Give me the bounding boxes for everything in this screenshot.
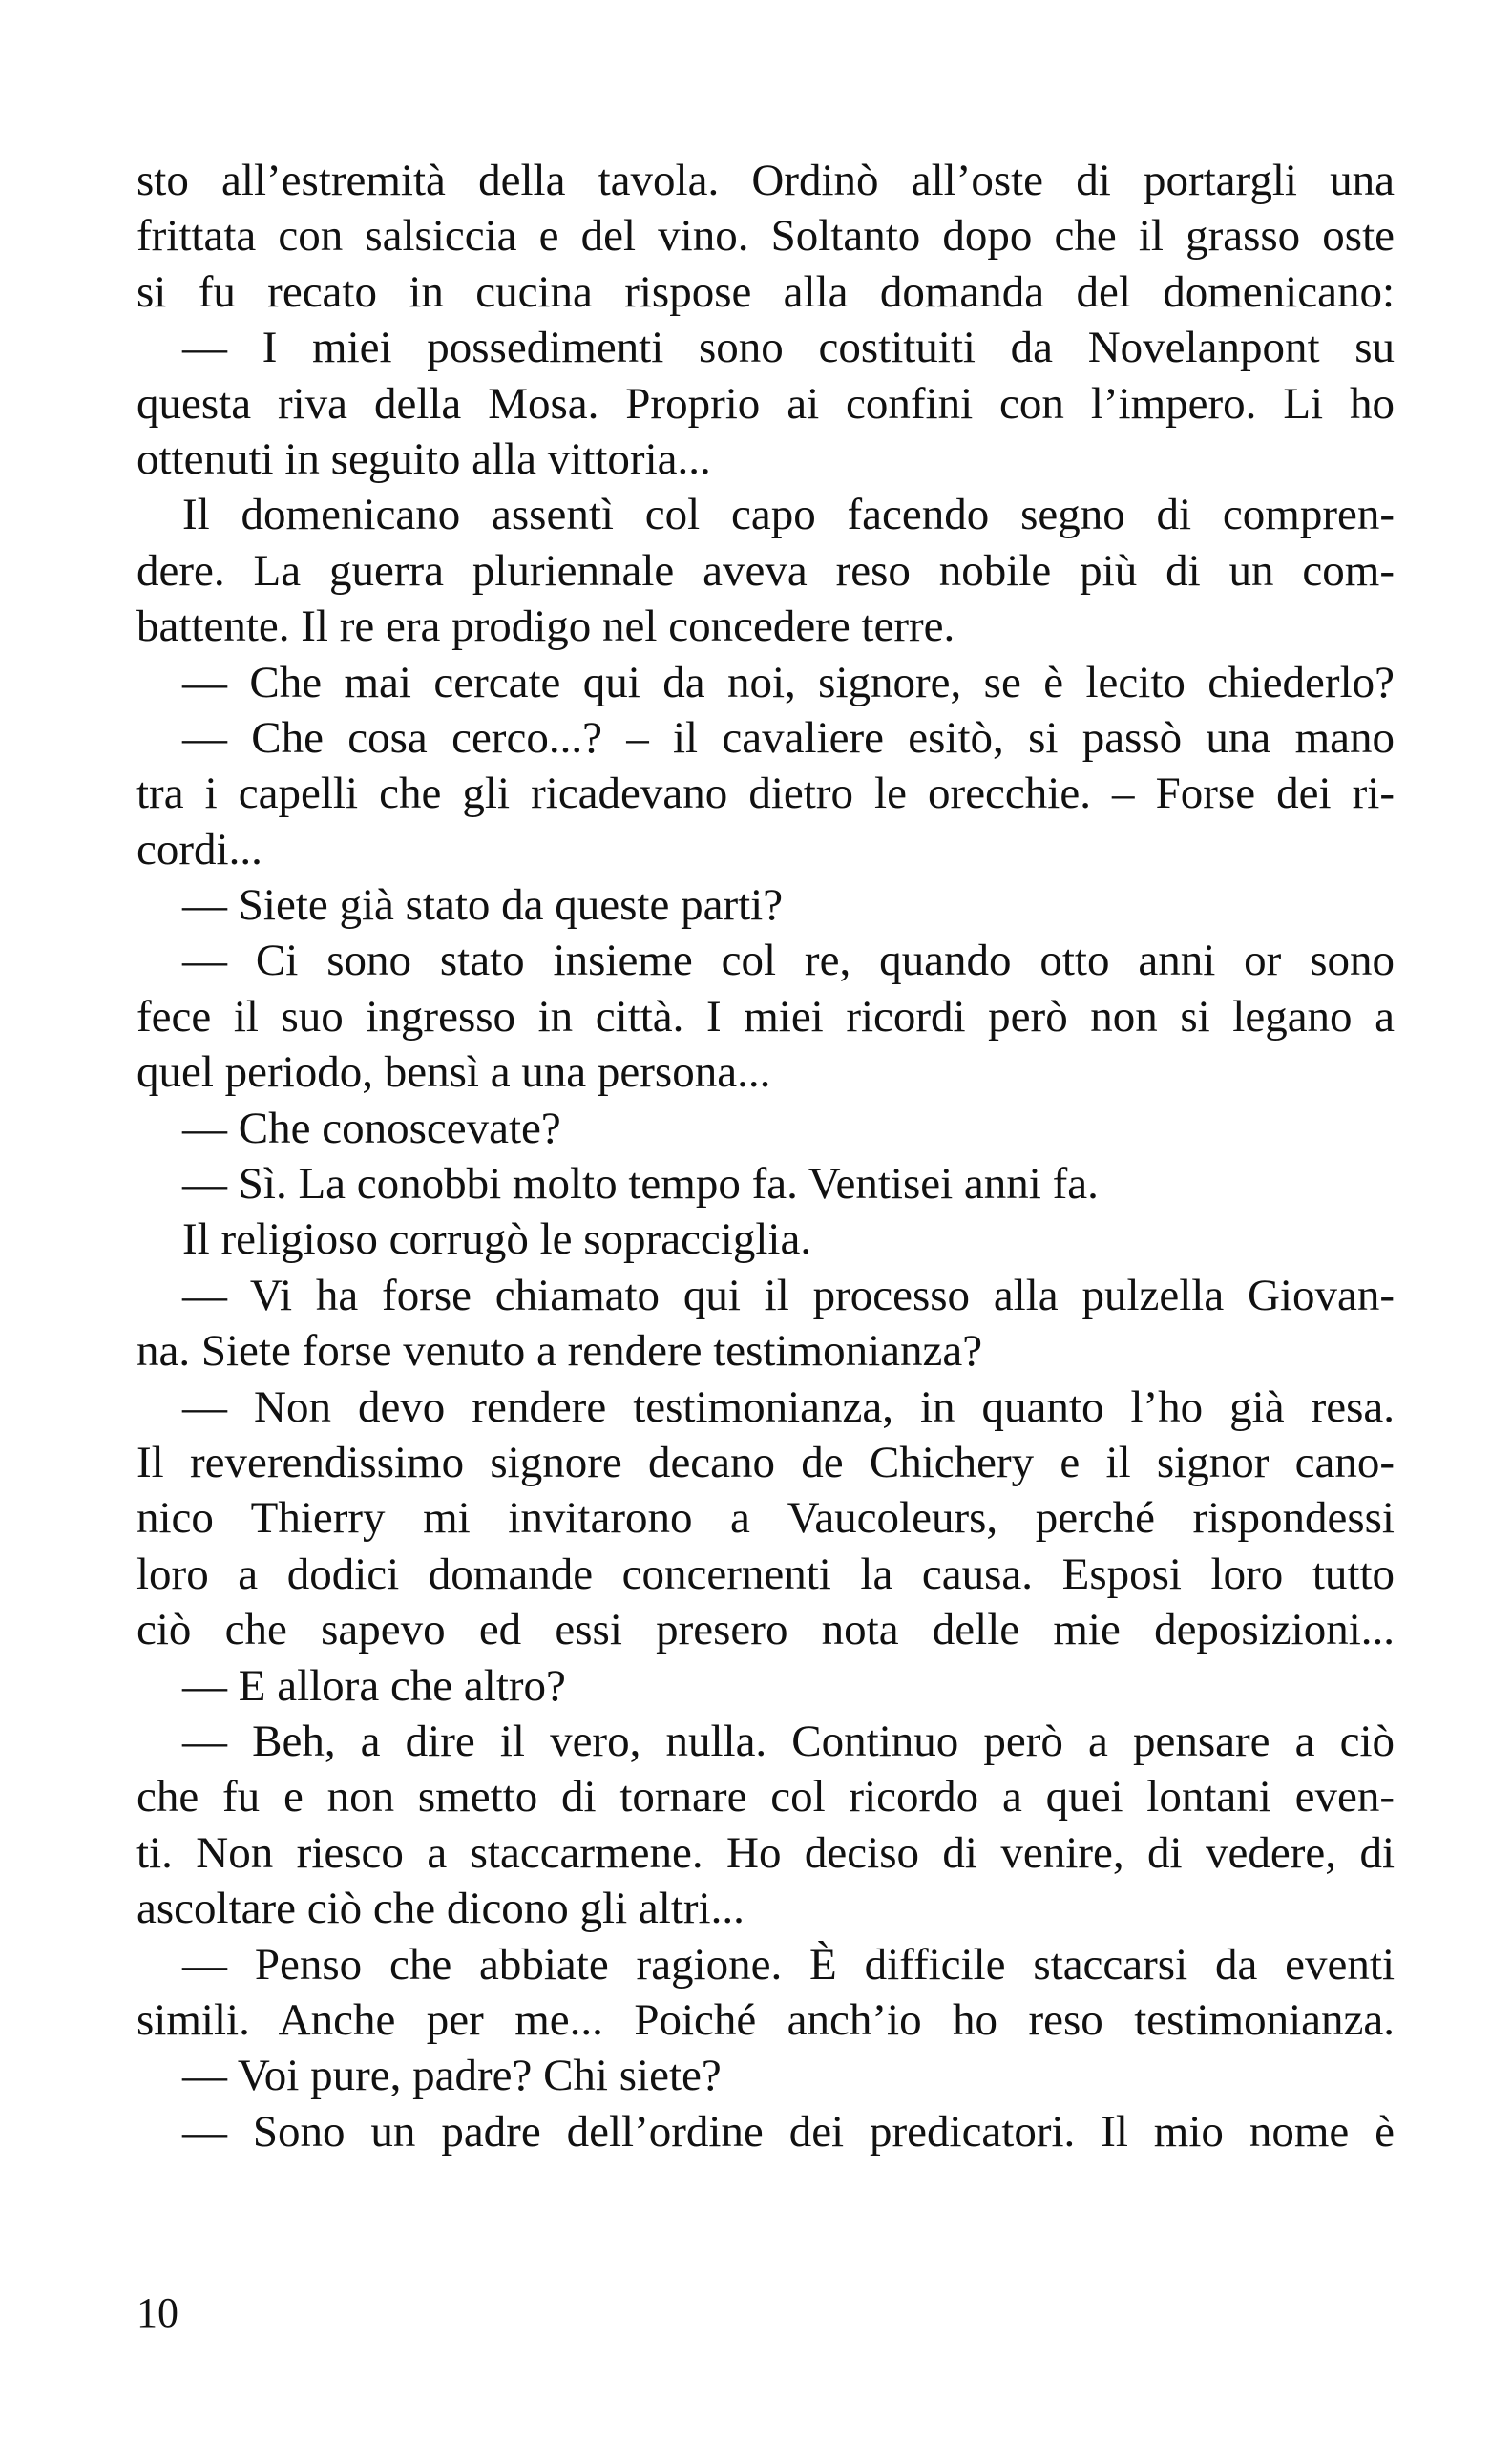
text-line: dere. La guerra pluriennale aveva reso nobile più di un com- xyxy=(136,545,1395,596)
text-line: fece il suo ingresso in città. I miei ricordi però non si legano a xyxy=(136,991,1395,1042)
text-line: — Ci sono stato insieme col re, quando otto anni or sono xyxy=(182,936,1395,986)
text-line: ti. Non riesco a staccarmene. Ho deciso di venire, di vedere, di xyxy=(136,1827,1395,1878)
text-line: — Che mai cercate qui da noi, signore, se è lecito chiederlo? xyxy=(182,657,1395,707)
text-line: cordi... xyxy=(136,824,262,874)
text-line: — Non devo rendere testimonianza, in quanto l’ho già resa. xyxy=(182,1381,1395,1432)
text-line: — Siete già stato da queste parti? xyxy=(182,880,784,931)
text-line: simili. Anche per me... Poiché anch’io ho reso testimonianza. xyxy=(136,1994,1395,2045)
text-line: Il domenicano assentì col capo facendo segno di compren- xyxy=(182,490,1395,540)
text-line: — I miei possedimenti sono costituiti da Novelanpont su xyxy=(182,323,1395,373)
text-line: battente. Il re era prodigo nel concedere terre. xyxy=(136,601,956,652)
text-line: si fu recato in cucina rispose alla domanda del domenicano: xyxy=(136,266,1395,317)
text-line: — Voi pure, padre? Chi siete? xyxy=(182,2051,722,2101)
text-line: Il reverendissimo signore decano de Chichery e il signor cano- xyxy=(136,1437,1395,1487)
text-line: ascoltare ciò che dicono gli altri... xyxy=(136,1884,745,1934)
body-text xyxy=(136,153,1395,2160)
text-line: Il religioso corrugò le sopracciglia. xyxy=(182,1214,812,1265)
text-line: loro a dodici domande concernenti la causa. Esposi loro tutto xyxy=(136,1549,1395,1599)
text-line: ottenuti in seguito alla vittoria... xyxy=(136,433,711,484)
text-line: che fu e non smetto di tornare col ricordo a quei lontani even- xyxy=(136,1772,1395,1822)
text-line: tra i capelli che gli ricadevano dietro le orecchie. – Forse dei ri- xyxy=(136,769,1395,819)
text-line: — Che conoscevate? xyxy=(182,1103,561,1153)
text-line: — Penso che abbiate ragione. È difficile staccarsi da eventi xyxy=(182,1939,1395,1990)
text-line: — Beh, a dire il vero, nulla. Continuo però a pensare a ciò xyxy=(182,1716,1395,1766)
text-line: — E allora che altro? xyxy=(182,1660,566,1711)
page-number: 10 xyxy=(136,2289,178,2336)
text-line: frittata con salsiccia e del vino. Soltanto dopo che il grasso oste xyxy=(136,211,1395,262)
text-line: sto all’estremità della tavola. Ordinò all’oste di portargli una xyxy=(136,156,1395,205)
text-line: — Sono un padre dell’ordine dei predicatori. Il mio nome è xyxy=(182,2106,1395,2157)
text-line: na. Siete forse venuto a rendere testimonianza? xyxy=(136,1326,983,1377)
text-line: quel periodo, bensì a una persona... xyxy=(136,1047,771,1098)
text-line: — Che cosa cerco...? – il cavaliere esitò, si passò una mano xyxy=(182,712,1395,763)
text-line: — Sì. La conobbi molto tempo fa. Ventisei anni fa. xyxy=(182,1159,1099,1210)
text-line: nico Thierry mi invitarono a Vaucoleurs, perché rispondessi xyxy=(136,1493,1395,1544)
text-line: ciò che sapevo ed essi presero nota delle mie deposizioni... xyxy=(136,1605,1395,1655)
text-line: questa riva della Mosa. Proprio ai confini con l’impero. Li ho xyxy=(136,378,1395,429)
text-line: — Vi ha forse chiamato qui il processo alla pulzella Giovan- xyxy=(182,1270,1395,1320)
